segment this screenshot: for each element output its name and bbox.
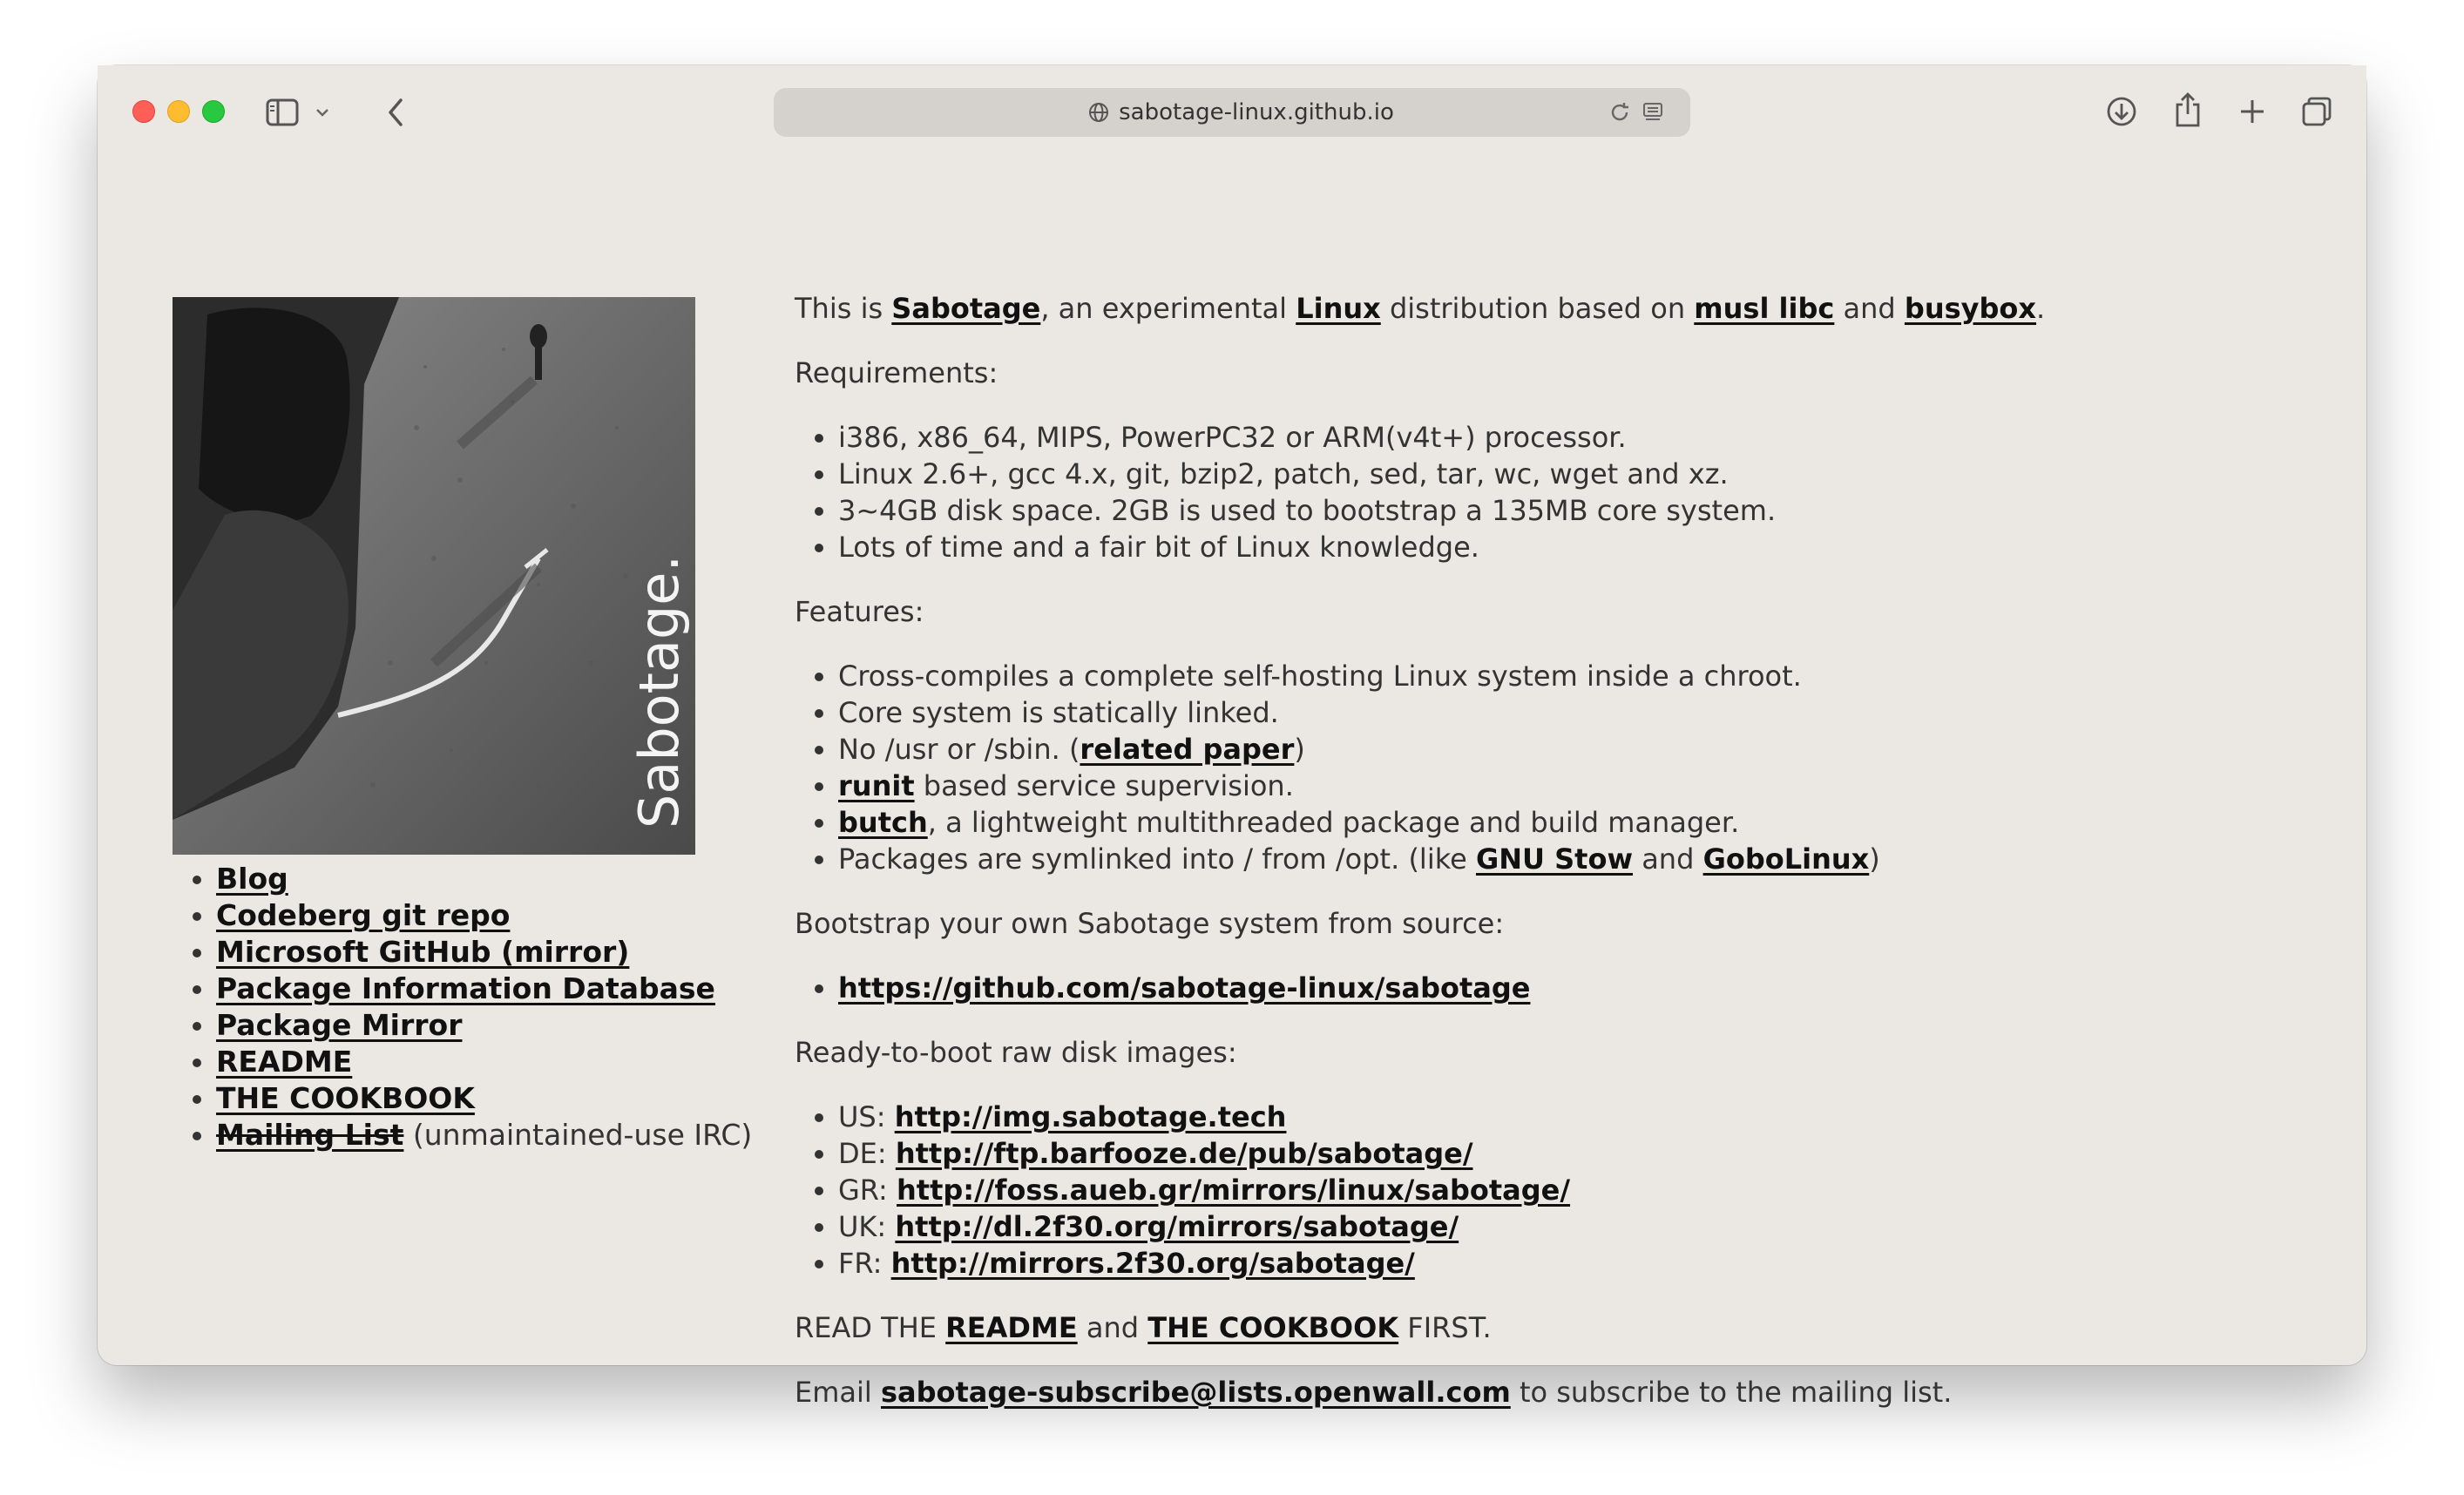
chevron-down-icon[interactable] — [312, 102, 333, 123]
mailing-list-note: (unmaintained-use IRC) — [403, 1118, 753, 1152]
list-item: • DE: http://ftp.barfooze.de/pub/sabotage/ — [838, 1135, 2276, 1172]
close-window-button[interactable] — [132, 100, 155, 123]
mailing-list-link[interactable]: Mailing List — [216, 1118, 404, 1152]
list-item: • Core system is statically linked. — [838, 694, 2276, 731]
sidebar-item — [216, 1080, 752, 1117]
subscribe-email-link[interactable]: sabotage-subscribe@lists.openwall.com — [880, 1376, 1511, 1409]
email-paragraph: Email sabotage-subscribe@lists.openwall.com to subscribe to the mailing list. — [795, 1376, 1953, 1409]
sidebar-item — [216, 971, 752, 1007]
list-item: • Packages are symlinked into / from /opt. (like GNU Stow and GoboLinux) — [838, 841, 2276, 877]
mirror-de-link[interactable]: http://ftp.barfooze.de/pub/sabotage/ — [895, 1137, 1473, 1170]
bootstrap-heading: Bootstrap your own Sabotage system from source: — [795, 907, 1505, 940]
mirror-list — [795, 1099, 2276, 1282]
sabotage-logo-image — [173, 297, 695, 855]
reload-icon[interactable] — [1608, 100, 1632, 125]
readme-link-main[interactable]: README — [945, 1311, 1078, 1344]
address-bar[interactable] — [774, 88, 1690, 137]
mirror-gr-link[interactable]: http://foss.aueb.gr/mirrors/linux/sabotage/ — [897, 1174, 1571, 1207]
gobolinux-link[interactable]: GoboLinux — [1702, 842, 1870, 876]
list-item: • UK: http://dl.2f30.org/mirrors/sabotage/ — [838, 1208, 2276, 1245]
package-db-link[interactable]: Package Information Database — [216, 971, 715, 1005]
requirements-list — [795, 419, 2276, 565]
butch-link[interactable]: butch — [838, 806, 928, 839]
back-icon[interactable] — [378, 95, 413, 130]
zoom-window-button[interactable] — [202, 100, 225, 123]
browser-window — [98, 65, 2366, 1409]
features-list — [795, 658, 2276, 877]
github-mirror-link[interactable]: Microsoft GitHub (mirror) — [216, 935, 630, 969]
list-item: • GR: http://foss.aueb.gr/mirrors/linux/sabotage/ — [838, 1172, 2276, 1208]
tab-overview-icon[interactable] — [2298, 93, 2335, 130]
cookbook-link-main[interactable]: THE COOKBOOK — [1147, 1311, 1399, 1344]
bootstrap-list — [795, 970, 2276, 1006]
url-display — [774, 88, 1690, 137]
read-first-paragraph: READ THE README and THE COOKBOOK FIRST. — [795, 1311, 1492, 1344]
new-tab-icon[interactable] — [2236, 95, 2269, 128]
readme-link[interactable]: README — [216, 1045, 353, 1079]
minimize-window-button[interactable] — [167, 100, 190, 123]
browser-toolbar — [98, 65, 2366, 159]
list-item: • Cross-compiles a complete self-hosting Linux system inside a chroot. — [838, 658, 2276, 694]
codeberg-link[interactable]: Codeberg git repo — [216, 898, 511, 932]
sidebar-links — [173, 861, 752, 1153]
list-item: • runit based service supervision. — [838, 768, 2276, 804]
share-icon[interactable] — [2170, 90, 2206, 130]
page-content — [98, 159, 2366, 1409]
main-column — [795, 290, 2276, 1438]
runit-link[interactable]: runit — [838, 769, 915, 802]
sidebar-item — [216, 934, 752, 971]
sidebar-item — [216, 861, 752, 897]
downloads-icon[interactable] — [2103, 93, 2140, 130]
url-text: sabotage-linux.github.io — [1119, 99, 1394, 125]
gnu-stow-link[interactable]: GNU Stow — [1475, 842, 1634, 876]
mirror-fr-link[interactable]: http://mirrors.2f30.org/sabotage/ — [890, 1247, 1415, 1280]
list-item: • Linux 2.6+, gcc 4.x, git, bzip2, patch, sed, tar, wc, wget and xz. — [838, 456, 2276, 492]
globe-icon — [1087, 101, 1110, 124]
features-heading: Features: — [795, 595, 924, 628]
sidebar-item — [216, 897, 752, 934]
musl-link[interactable]: musl libc — [1694, 292, 1835, 325]
reader-mode-icon[interactable] — [1641, 100, 1665, 125]
github-source-link[interactable]: https://github.com/sabotage-linux/sabotage — [838, 971, 1531, 1005]
sidebar-item — [216, 1044, 752, 1080]
list-item: • No /usr or /sbin. (related paper) — [838, 731, 2276, 768]
list-item — [838, 970, 2276, 1006]
sidebar-item — [216, 1117, 752, 1153]
logo-text: Sabotage. — [627, 554, 691, 829]
busybox-link[interactable]: busybox — [1904, 292, 2037, 325]
cookbook-link[interactable]: THE COOKBOOK — [216, 1081, 475, 1115]
sidebar-toggle-icon[interactable] — [265, 95, 300, 130]
list-item: • i386, x86_64, MIPS, PowerPC32 or ARM(v4t+) processor. — [838, 419, 2276, 456]
images-heading: Ready-to-boot raw disk images: — [795, 1036, 1237, 1069]
linux-link[interactable]: Linux — [1296, 292, 1381, 325]
package-mirror-link[interactable]: Package Mirror — [216, 1008, 463, 1042]
related-paper-link[interactable]: related paper — [1080, 733, 1295, 766]
requirements-heading: Requirements: — [795, 356, 998, 389]
list-item: • 3~4GB disk space. 2GB is used to bootstrap a 135MB core system. — [838, 492, 2276, 529]
blog-link[interactable]: Blog — [216, 862, 288, 896]
list-item: • FR: http://mirrors.2f30.org/sabotage/ — [838, 1245, 2276, 1282]
intro-paragraph: This is Sabotage, an experimental Linux distribution based on musl libc and busybox. — [795, 292, 2046, 325]
sabotage-link[interactable]: Sabotage — [891, 292, 1041, 325]
mirror-us-link[interactable]: http://img.sabotage.tech — [894, 1100, 1287, 1133]
sidebar-item — [216, 1007, 752, 1044]
mirror-uk-link[interactable]: http://dl.2f30.org/mirrors/sabotage/ — [895, 1210, 1459, 1243]
list-item: • Lots of time and a fair bit of Linux knowledge. — [838, 529, 2276, 565]
list-item: • butch, a lightweight multithreaded package and build manager. — [838, 804, 2276, 841]
list-item: • US: http://img.sabotage.tech — [838, 1099, 2276, 1135]
